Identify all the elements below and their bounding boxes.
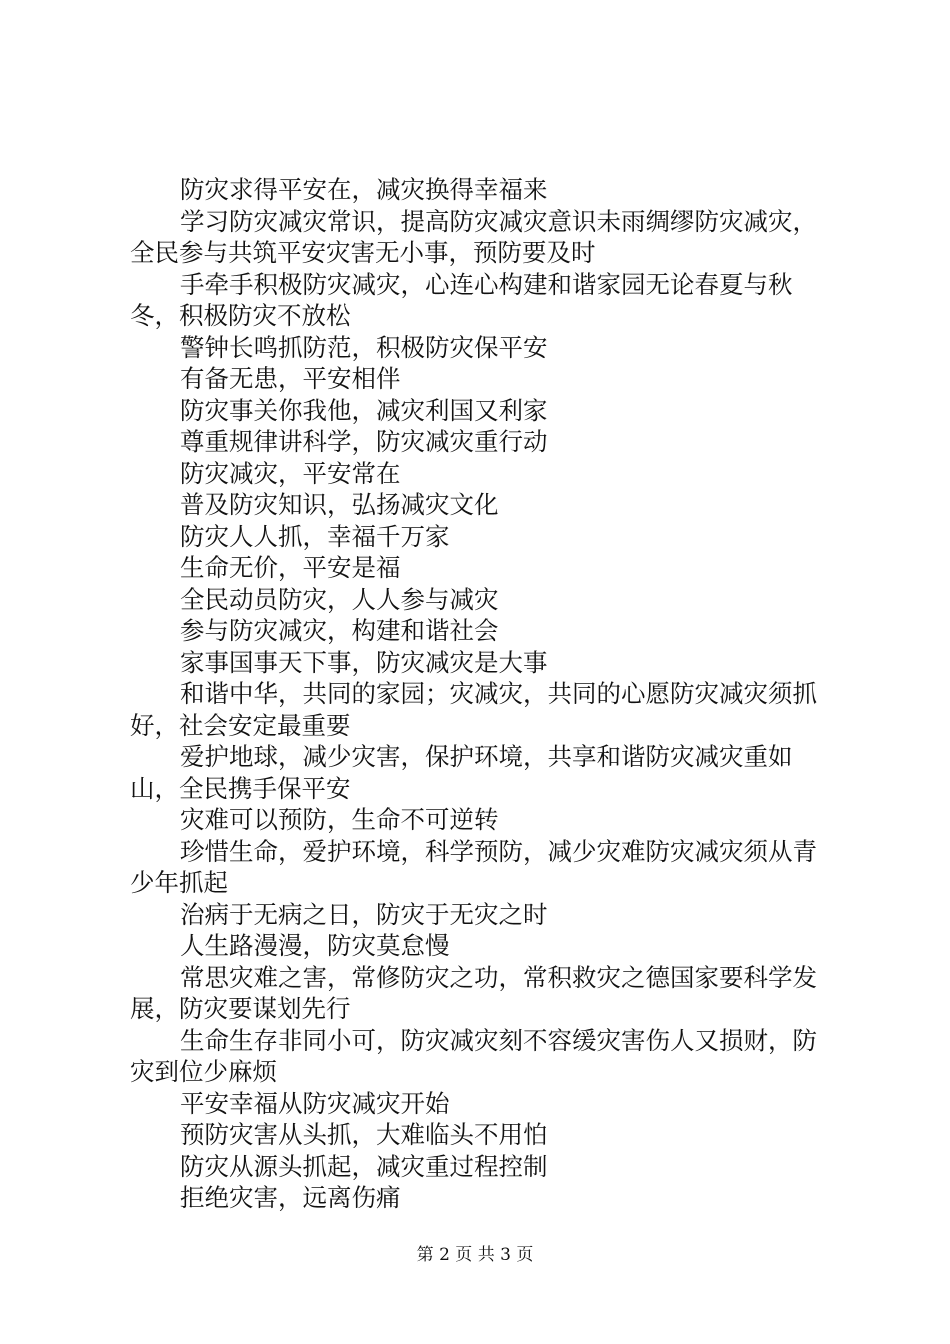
paragraph: 家事国事天下事，防灾减灾是大事 [180, 647, 548, 677]
paragraph: 和谐中华，共同的家园；灾减灾，共同的心愿防灾减灾须抓好，社会安定最重要 [130, 679, 817, 740]
page-footer [0, 1244, 950, 1266]
paragraph: 治病于无病之日，防灾于无灾之时 [180, 899, 548, 929]
paragraph: 生命无价，平安是福 [180, 553, 401, 582]
paragraph: 普及防灾知识，弘扬减灾文化 [180, 490, 499, 519]
paragraph: 学习防灾减灾常识，提高防灾减灾意识未雨绸缪防灾减灾，全民参与共筑平安灾害无小事，预防要及时 [130, 206, 817, 267]
paragraph: 爱护地球，减少灾害，保护环境，共享和谐防灾减灾重如山，全民携手保平安 [130, 742, 793, 803]
paragraph: 参与防灾减灾，构建和谐社会 [180, 616, 499, 645]
paragraph: 灾难可以预防，生命不可逆转 [180, 805, 499, 834]
paragraph: 警钟长鸣抓防范，积极防灾保平安 [180, 332, 548, 362]
paragraph: 防灾求得平安在，减灾换得幸福来 [180, 175, 548, 204]
paragraph: 预防灾害从头抓，大难临头不用怕 [180, 1120, 548, 1149]
paragraph: 拒绝灾害，远离伤痛 [180, 1183, 401, 1212]
paragraph: 平安幸福从防灾减灾开始 [180, 1088, 450, 1118]
paragraph: 手牵手积极防灾减灾，心连心构建和谐家园无论春夏与秋冬，积极防灾不放松 [130, 269, 793, 330]
paragraph: 人生路漫漫，防灾莫怠慢 [180, 931, 450, 960]
page-number-label: 第 2 页 共 3 页 [416, 1245, 534, 1265]
paragraph: 防灾从源头抓起，减灾重过程控制 [180, 1151, 548, 1181]
paragraph: 尊重规律讲科学，防灾减灾重行动 [180, 427, 548, 456]
paragraph: 全民动员防灾，人人参与减灾 [180, 584, 499, 614]
paragraph: 珍惜生命，爱护环境，科学预防，减少灾难防灾减灾须从青少年抓起 [130, 836, 817, 897]
paragraph: 有备无患，平安相伴 [180, 364, 401, 393]
paragraph: 防灾减灾，平安常在 [180, 458, 401, 488]
document-body [130, 174, 835, 1214]
paragraph: 防灾事关你我他，减灾利国又利家 [180, 395, 548, 425]
paragraph: 常思灾难之害，常修防灾之功，常积救灾之德国家要科学发展，防灾要谋划先行 [130, 962, 817, 1023]
paragraph: 生命生存非同小可，防灾减灾刻不容缓灾害伤人又损财，防灾到位少麻烦 [130, 1025, 817, 1086]
paragraph: 防灾人人抓，幸福千万家 [180, 521, 450, 551]
